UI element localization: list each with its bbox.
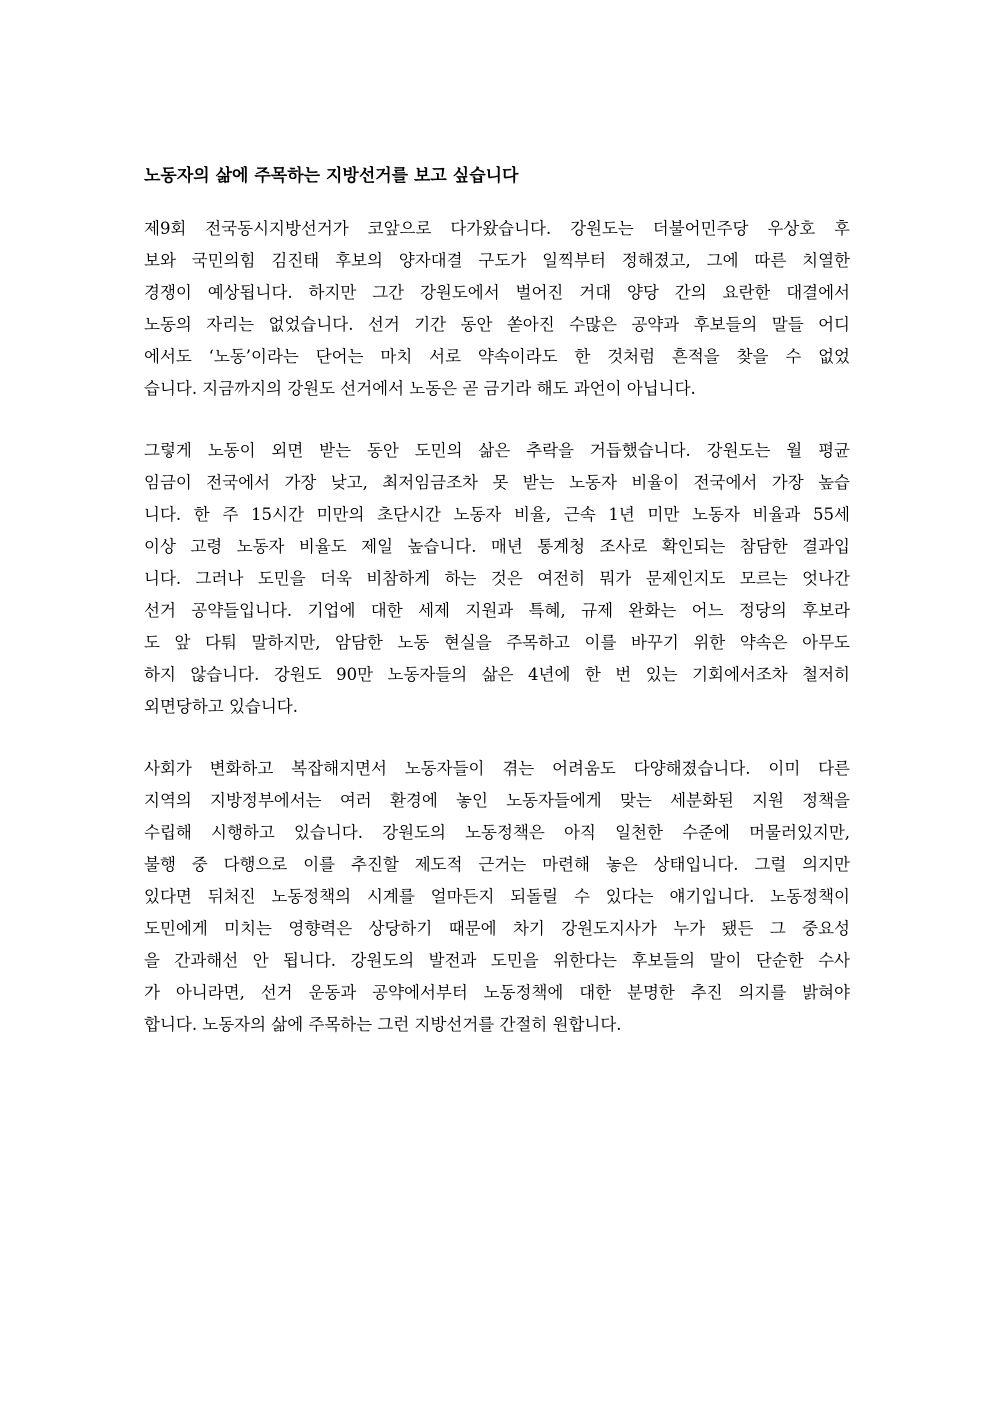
text-line: 노동의 자리는 없었습니다. 선거 기간 동안 쏟아진 수많은 공약과 후보들의 말들 어디	[144, 315, 850, 334]
text-line: 보와 국민의힘 김진태 후보의 양자대결 구도가 일찍부터 정해졌고, 그에 따른 치열한	[144, 251, 850, 270]
document-body	[144, 161, 850, 1041]
text-line: 수립해 시행하고 있습니다. 강원도의 노동정책은 아직 일천한 수준에 머물러있지만,	[144, 823, 850, 842]
paragraph-2	[144, 435, 850, 723]
text-line: 선거 공약들입니다. 기업에 대한 세제 지원과 특혜, 규제 완화는 어느 정당의 후보라	[144, 601, 850, 620]
paragraph-1	[144, 213, 850, 405]
text-line: 그렇게 노동이 외면 받는 동안 도민의 삶은 추락을 거듭했습니다. 강원도는 월 평균	[144, 441, 850, 460]
text-line: 이상 고령 노동자 비율도 제일 높습니다. 매년 통계청 조사로 확인되는 참담한 결과입	[144, 537, 850, 556]
text-line: 경쟁이 예상됩니다. 하지만 그간 강원도에서 벌어진 거대 양당 간의 요란한 대결에서	[144, 283, 850, 302]
document-title: 노동자의 삶에 주목하는 지방선거를 보고 싶습니다	[144, 166, 519, 186]
text-line: 도 앞 다퉈 말하지만, 암담한 노동 현실을 주목하고 이를 바꾸기 위한 약속은 아무도	[144, 633, 850, 652]
text-line: 불행 중 다행으로 이를 추진할 제도적 근거는 마련해 놓은 상태입니다. 그럴 의지만	[144, 855, 850, 874]
text-line: 도민에게 미치는 영향력은 상당하기 때문에 차기 강원도지사가 누가 됐든 그 중요성	[144, 919, 850, 938]
text-line: 에서도 ‘노동’이라는 단어는 마치 서로 약속이라도 한 것처럼 흔적을 찾을 수 없었	[144, 347, 850, 366]
title-spacer	[144, 191, 850, 213]
text-line: 니다. 한 주 15시간 미만의 초단시간 노동자 비율, 근속 1년 미만 노동자 비율과 55세	[144, 505, 850, 524]
text-line: 합니다. 노동자의 삶에 주목하는 그런 지방선거를 간절히 원합니다.	[144, 1015, 622, 1034]
text-line: 니다. 그러나 도민을 더욱 비참하게 하는 것은 여전히 뭐가 문제인지도 모르는 엇나간	[144, 569, 850, 588]
text-line: 임금이 전국에서 가장 낮고, 최저임금조차 못 받는 노동자 비율이 전국에서 가장 높습	[144, 473, 850, 492]
text-line: 있다면 뒤처진 노동정책의 시계를 얼마든지 되돌릴 수 있다는 얘기입니다. 노동정책이	[144, 887, 850, 906]
text-line: 제9회 전국동시지방선거가 코앞으로 다가왔습니다. 강원도는 더불어민주당 우상호 후	[144, 219, 850, 238]
text-line: 가 아니라면, 선거 운동과 공약에서부터 노동정책에 대한 분명한 추진 의지를 밝혀야	[144, 983, 850, 1002]
text-line: 하지 않습니다. 강원도 90만 노동자들의 삶은 4년에 한 번 있는 기회에서조차 철저히	[144, 665, 850, 684]
text-line: 을 간과해선 안 됩니다. 강원도의 발전과 도민을 위한다는 후보들의 말이 단순한 수사	[144, 951, 850, 970]
text-line: 사회가 변화하고 복잡해지면서 노동자들이 겪는 어려움도 다양해졌습니다. 이미 다른	[144, 759, 850, 778]
text-line: 외면당하고 있습니다.	[144, 697, 298, 716]
text-line: 습니다. 지금까지의 강원도 선거에서 노동은 곧 금기라 해도 과언이 아닙니다.	[144, 379, 696, 398]
text-line: 지역의 지방정부에서는 여러 환경에 놓인 노동자들에게 맞는 세분화된 지원 정책을	[144, 791, 850, 810]
paragraph-3	[144, 753, 850, 1041]
